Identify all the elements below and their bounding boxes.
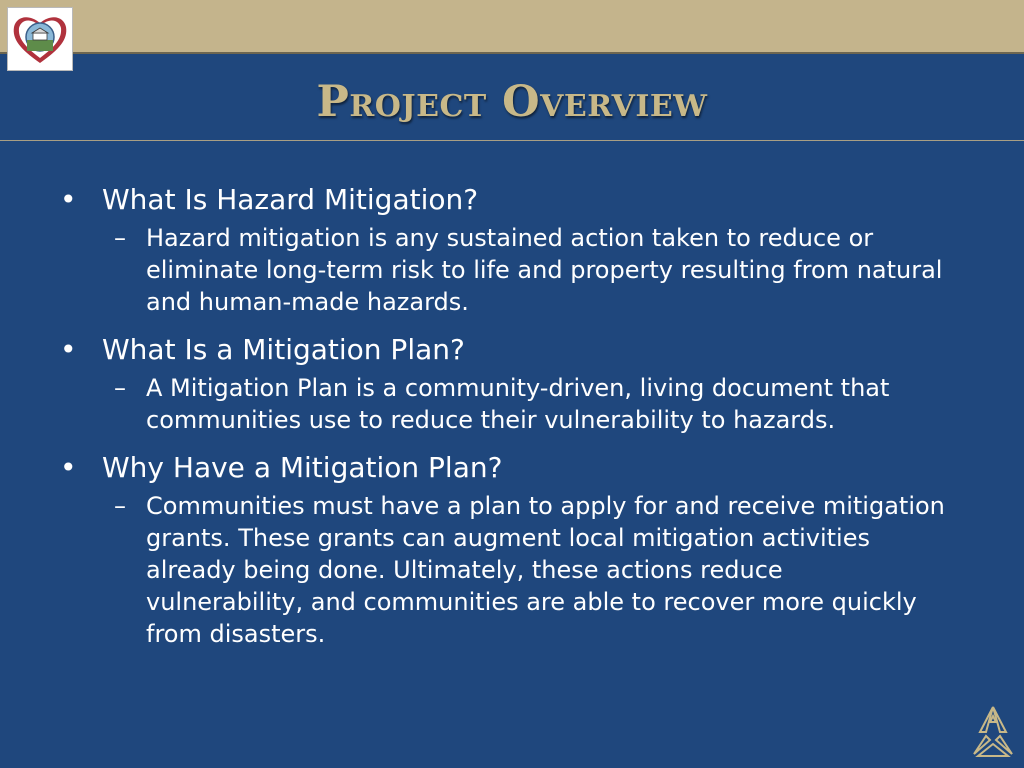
- list-item: [58, 330, 958, 436]
- slide-title: Project Overview: [316, 77, 708, 127]
- bullet-marker: •: [60, 183, 77, 216]
- list-item: [58, 180, 958, 318]
- top-band: [0, 0, 1024, 52]
- heart-seal-icon: [10, 9, 70, 69]
- question-text: What Is a Mitigation Plan?: [102, 333, 465, 366]
- question: [58, 448, 958, 488]
- answer: [58, 372, 958, 436]
- title-divider: [0, 140, 1024, 141]
- question-text: Why Have a Mitigation Plan?: [102, 451, 503, 484]
- answer-text: A Mitigation Plan is a community-driven, living document that communities use to reduce their vulnerability to hazards.: [146, 374, 890, 434]
- bullet-marker: •: [60, 451, 77, 484]
- dash-marker: –: [114, 492, 126, 520]
- bullet-marker: •: [60, 333, 77, 366]
- bullet-list: [58, 180, 958, 662]
- dash-marker: –: [114, 374, 126, 402]
- answer: [58, 490, 958, 650]
- top-band-divider: [0, 52, 1024, 54]
- question-text: What Is Hazard Mitigation?: [102, 183, 479, 216]
- heart-seal-logo: [7, 7, 73, 71]
- answer-text: Communities must have a plan to apply for and receive mitigation grants. These grants can augment local mitigation activities already being done. Ultimately, these actions reduce vulnerability, and communities are able to recover more quickly from disasters.: [146, 492, 945, 648]
- dash-marker: –: [114, 224, 126, 252]
- triangle-emblem-logo: [970, 704, 1016, 762]
- question: [58, 330, 958, 370]
- triangle-emblem-icon: [970, 704, 1016, 758]
- list-item: [58, 448, 958, 650]
- question: [58, 180, 958, 220]
- answer-text: Hazard mitigation is any sustained action taken to reduce or eliminate long-term risk to life and property resulting from natural and human-made hazards.: [146, 224, 943, 316]
- answer: [58, 222, 958, 318]
